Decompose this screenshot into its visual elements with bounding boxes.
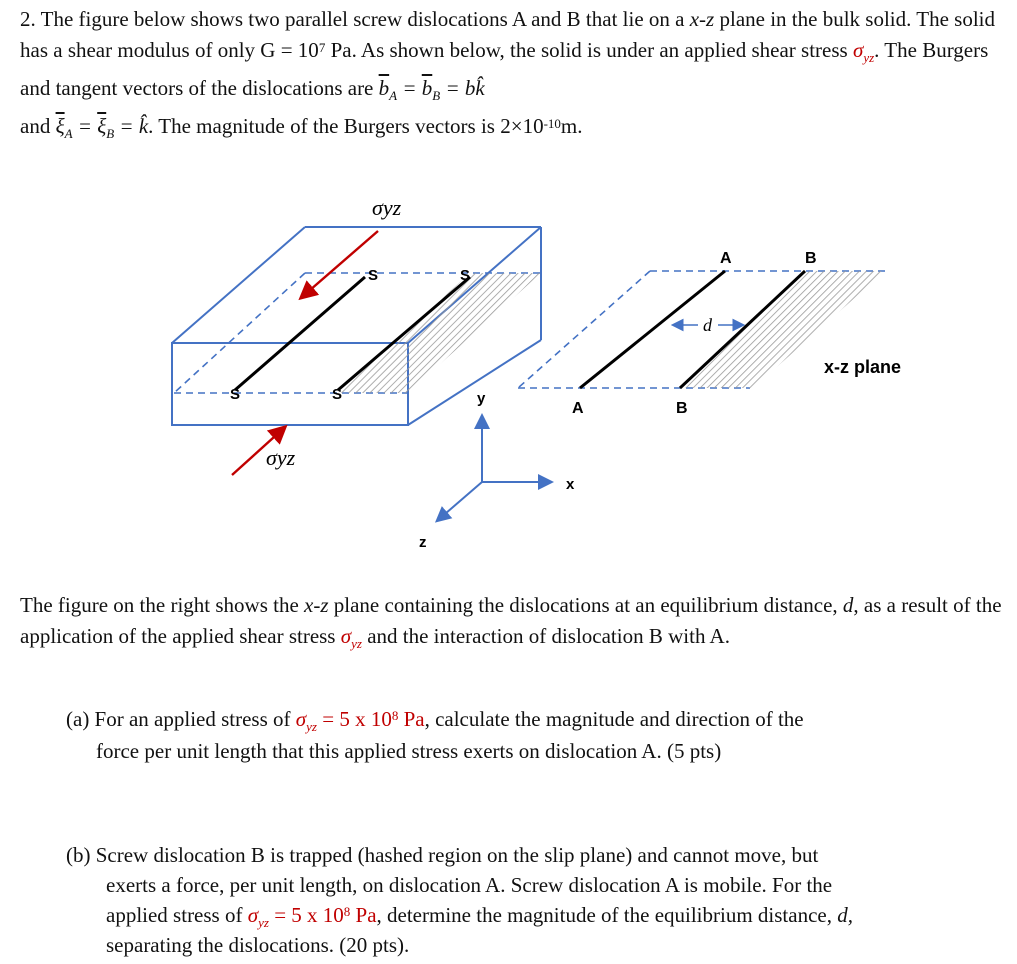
box-hashed-region bbox=[338, 273, 541, 393]
plane-label: x-z plane bbox=[824, 357, 902, 377]
intro-text-4: . The Burgers and tangent vectors of the dislocations are bbox=[20, 38, 989, 101]
axis-x-label: x bbox=[566, 476, 575, 493]
s-mark-2: S bbox=[460, 267, 471, 284]
label-b-bottom: B bbox=[676, 400, 688, 417]
s-mark-4: S bbox=[332, 386, 343, 403]
label-b-top: B bbox=[805, 250, 817, 267]
question-b-line-3: applied stress of $\sigma_{yz} = 5$ x $10^8$ Pa, determine the magnitude of the equilibrium distance, d, bbox=[106, 903, 853, 931]
stress-label-top: σyz bbox=[372, 195, 402, 220]
qb-stress: $\sigma_{yz} = 5$ x $10^8$ Pa bbox=[247, 903, 377, 931]
burgers-eq: $\overline{b}_A = \overline{b}_B$ = bk̂ bbox=[378, 76, 485, 104]
s-mark-1: S bbox=[368, 267, 379, 284]
question-b-line-4: separating the dislocations. (20 pts). bbox=[106, 933, 410, 957]
stress-arrow-top bbox=[302, 231, 378, 297]
intro-text-2: plane in the bulk solid. The solid has a shear modulus of only G = 10 bbox=[20, 7, 995, 62]
intro-text-3: Pa. As shown below, the solid is under an applied shear stress bbox=[325, 38, 853, 62]
intro-plane: x-z bbox=[689, 7, 715, 31]
question-b-line-1: (b) Screw dislocation B is trapped (hashed region on the slip plane) and cannot move, but bbox=[66, 843, 819, 867]
question-a-line-2: force per unit length that this applied stress exerts on dislocation A. (5 pts) bbox=[96, 739, 722, 763]
para2-sigma: $\sigma_{yz}$ bbox=[340, 624, 362, 652]
axis-z-label: z bbox=[419, 534, 427, 551]
label-a-top: A bbox=[720, 250, 732, 267]
stress-label-bottom: σyz bbox=[266, 445, 296, 470]
distance-indicator bbox=[674, 315, 742, 335]
question-a-line-1: (a) For an applied stress of $\sigma_{yz} = 5$ x $10^8$ Pa, calculate the magnitude and direction of the bbox=[66, 707, 804, 735]
coordinate-axes bbox=[438, 417, 550, 520]
problem-intro: 2. The figure below shows two parallel screw dislocations A and B that lie on a x-z plane in the bulk solid. The solid has a shear modulus of only $G = 10^7$ Pa. As shown below, the solid is under an applied shear stress $\sigma_{yz}$. The Burgers and tangent vectors of the dislocations are $\overline{b}_A = \overline{b}_B$ = bk̂ and $\overline{\xi}_A = \overline{\xi}_B$ = k̂. The magnitude of the Burgers vectors is $2\times 10^{-10}m$. bbox=[20, 7, 995, 142]
dislocation-figure bbox=[160, 185, 920, 565]
tangent-eq: $\overline{\xi}_A = \overline{\xi}_B$ = k̂ bbox=[55, 114, 149, 142]
burgers-magnitude: 2×10 bbox=[500, 114, 544, 139]
solid-box bbox=[172, 227, 541, 425]
intro-text-1: 2. The figure below shows two parallel screw dislocations A and B that lie on a bbox=[20, 7, 690, 31]
intro-exponent: 7 bbox=[318, 40, 326, 55]
label-a-bottom: A bbox=[572, 400, 584, 417]
intro-text-5: . The magnitude of the Burgers vectors is bbox=[148, 114, 501, 139]
qa-stress: $\sigma_{yz} = 5$ x $10^8$ Pa bbox=[295, 707, 425, 735]
question-b-line-2: exerts a force, per unit length, on dislocation A. Screw dislocation A is mobile. For the bbox=[106, 873, 833, 897]
box-dislocation-a bbox=[235, 277, 365, 390]
intro-sigma: $\sigma_{yz}$ bbox=[852, 38, 875, 66]
axis-y-label: y bbox=[477, 390, 486, 407]
intro-and: and bbox=[20, 114, 56, 139]
label-d: d bbox=[703, 315, 712, 335]
s-mark-3: S bbox=[230, 386, 241, 403]
figure-description: The figure on the right shows the x-z plane containing the dislocations at an equilibrium distance, d, as a result of the application of the applied shear stress $\sigma_{yz}$ and the interaction of dislocation B with A. bbox=[20, 593, 1002, 652]
